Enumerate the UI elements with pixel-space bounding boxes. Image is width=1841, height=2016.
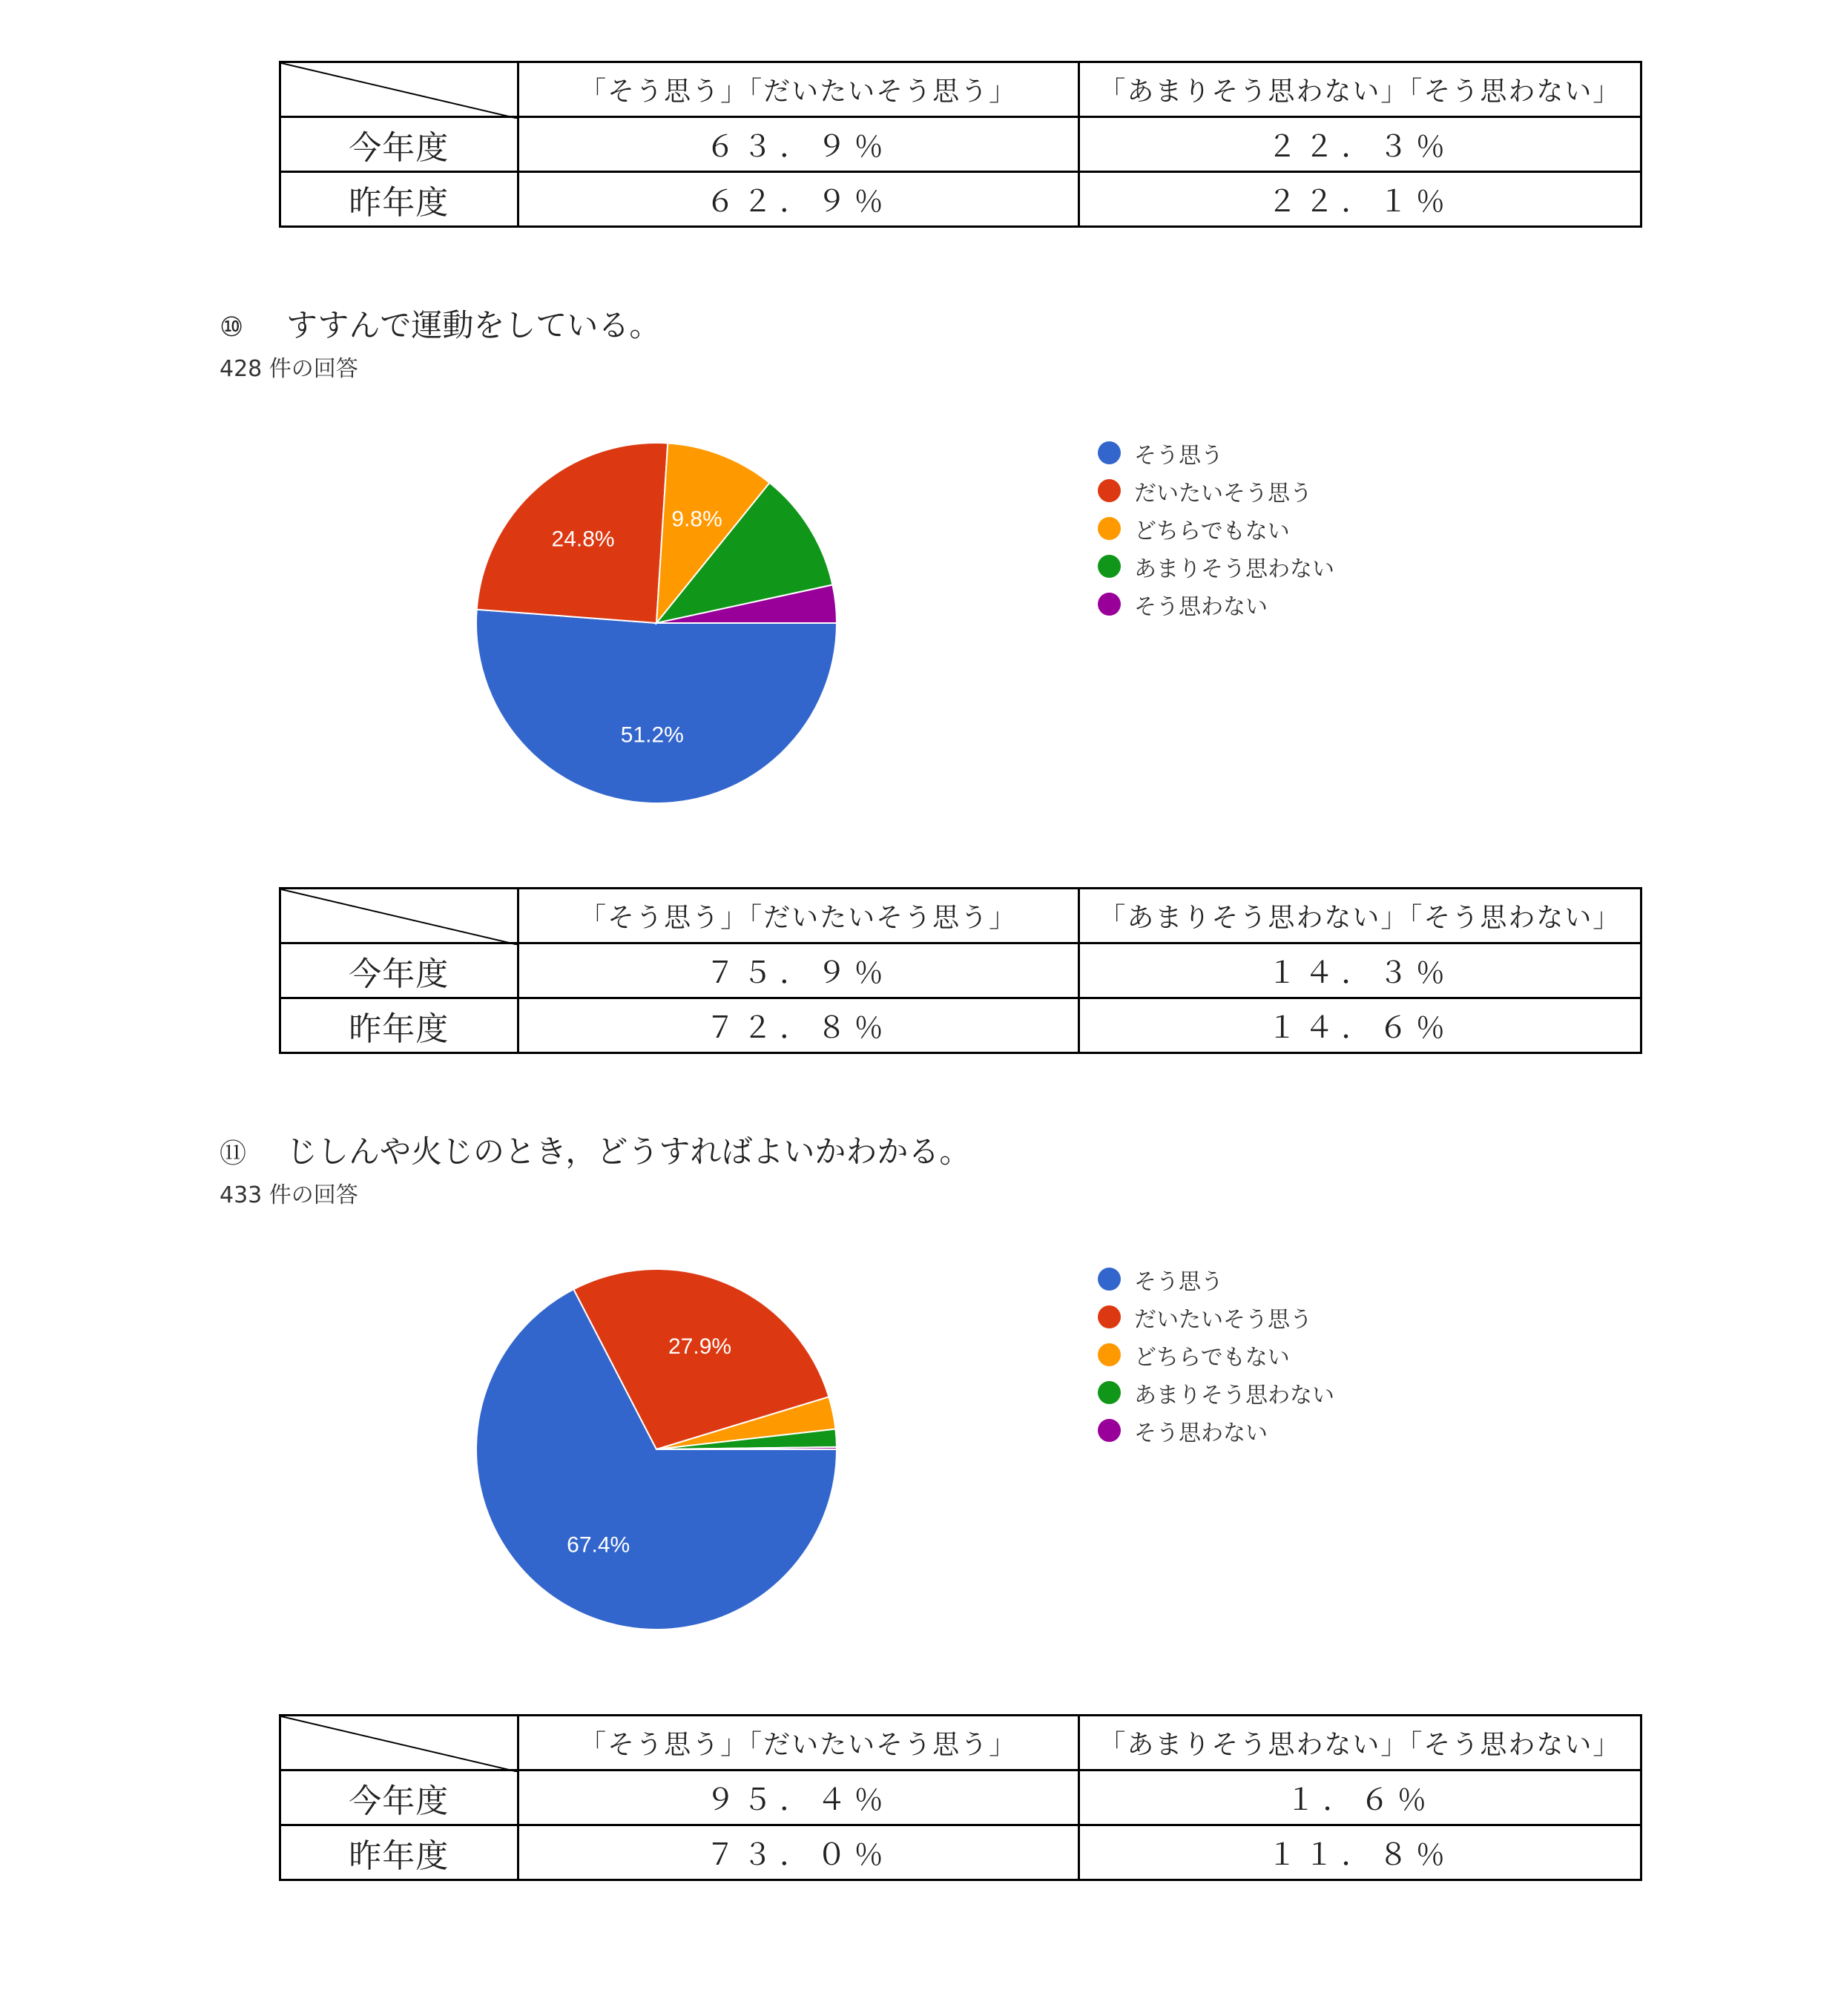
legend-swatch — [1098, 555, 1121, 578]
table-corner-cell — [280, 889, 518, 943]
cell-last-year-agree: ７３．０％ — [518, 1825, 1078, 1880]
legend-swatch — [1098, 1305, 1121, 1328]
legend-item — [1098, 1374, 1334, 1411]
header-disagree: 「あまりそう思わない」「そう思わない」 — [1078, 889, 1641, 943]
legend-swatch — [1098, 1419, 1121, 1442]
row-label-last-year: 昨年度 — [280, 1825, 518, 1880]
legend-label: そう思わない — [1134, 1420, 1268, 1446]
header-disagree: 「あまりそう思わない」「そう思わない」 — [1078, 1716, 1641, 1770]
legend-label: そう思う — [1134, 442, 1223, 469]
pie-label-neutral: 9.8% — [671, 507, 722, 532]
row-label-last-year: 昨年度 — [280, 998, 518, 1053]
legend-swatch — [1098, 1268, 1121, 1291]
legend-item — [1098, 434, 1334, 472]
legend-swatch — [1098, 593, 1121, 616]
cell-last-year-disagree: １４．６％ — [1078, 998, 1641, 1053]
pie-label-agree: 67.4% — [567, 1532, 630, 1558]
cell-this-year-disagree: １４．３％ — [1078, 943, 1641, 998]
legend-label: あまりそう思わない — [1134, 556, 1334, 582]
pie-chart-q11 — [467, 1260, 846, 1638]
cell-this-year-agree: ９５．４％ — [518, 1770, 1078, 1825]
legend-label: そう思う — [1134, 1268, 1223, 1295]
pie-slice-agree — [476, 610, 837, 803]
question-11-title — [220, 1127, 970, 1172]
header-agree: 「そう思う」「だいたいそう思う」 — [518, 889, 1078, 943]
legend-q11 — [1098, 1260, 1334, 1449]
cell-last-year-agree: ７２．８％ — [518, 998, 1078, 1053]
question-11-count: 433 件の回答 — [220, 1182, 358, 1208]
comparison-table-2 — [279, 887, 1642, 1054]
legend-label: だいたいそう思う — [1134, 1306, 1312, 1333]
row-label-this-year: 今年度 — [280, 943, 518, 998]
cell-this-year-agree: ７５．９％ — [518, 943, 1078, 998]
row-label-last-year: 昨年度 — [280, 172, 518, 227]
legend-label: だいたいそう思う — [1134, 480, 1312, 507]
comparison-table-1 — [279, 61, 1642, 228]
cell-last-year-disagree: ２２．１％ — [1078, 172, 1641, 227]
legend-item — [1098, 1336, 1334, 1374]
cell-last-year-agree: ６２．９％ — [518, 172, 1078, 227]
question-text: じしんや火じのとき，どうすればよいかわかる。 — [286, 1133, 971, 1170]
legend-item — [1098, 1260, 1334, 1298]
pie-label-mostly-agree: 24.8% — [551, 527, 615, 552]
legend-swatch — [1098, 517, 1121, 540]
question-10-count: 428 件の回答 — [220, 356, 358, 382]
cell-last-year-disagree: １１．８％ — [1078, 1825, 1641, 1880]
legend-item — [1098, 1298, 1334, 1336]
question-number: ⑪ — [220, 1139, 247, 1169]
legend-label: あまりそう思わない — [1134, 1382, 1334, 1409]
legend-swatch — [1098, 479, 1121, 502]
legend-item — [1098, 1411, 1334, 1449]
legend-label: どちらでもない — [1134, 518, 1290, 544]
legend-item — [1098, 585, 1334, 623]
pie-chart-q10 — [467, 434, 846, 812]
pie-label-mostly-agree: 27.9% — [668, 1334, 732, 1360]
question-10-title — [220, 301, 660, 346]
row-label-this-year: 今年度 — [280, 117, 518, 172]
legend-label: そう思わない — [1134, 593, 1268, 620]
legend-swatch — [1098, 441, 1121, 464]
table-corner-cell — [280, 1716, 518, 1770]
cell-this-year-disagree: ２２．３％ — [1078, 117, 1641, 172]
comparison-table-3 — [279, 1714, 1642, 1881]
legend-q10 — [1098, 434, 1334, 623]
legend-swatch — [1098, 1381, 1121, 1404]
header-agree: 「そう思う」「だいたいそう思う」 — [518, 1716, 1078, 1770]
pie-label-agree: 51.2% — [620, 722, 684, 748]
legend-item — [1098, 547, 1334, 585]
legend-item — [1098, 472, 1334, 510]
cell-this-year-disagree: １．６％ — [1078, 1770, 1641, 1825]
header-disagree: 「あまりそう思わない」「そう思わない」 — [1078, 62, 1641, 117]
question-number: ⑩ — [220, 312, 244, 343]
table-corner-cell — [280, 62, 518, 117]
legend-item — [1098, 510, 1334, 547]
legend-label: どちらでもない — [1134, 1344, 1290, 1371]
row-label-this-year: 今年度 — [280, 1770, 518, 1825]
cell-this-year-agree: ６３．９％ — [518, 117, 1078, 172]
legend-swatch — [1098, 1343, 1121, 1366]
question-text: すすんで運動をしている。 — [286, 307, 661, 343]
header-agree: 「そう思う」「だいたいそう思う」 — [518, 62, 1078, 117]
